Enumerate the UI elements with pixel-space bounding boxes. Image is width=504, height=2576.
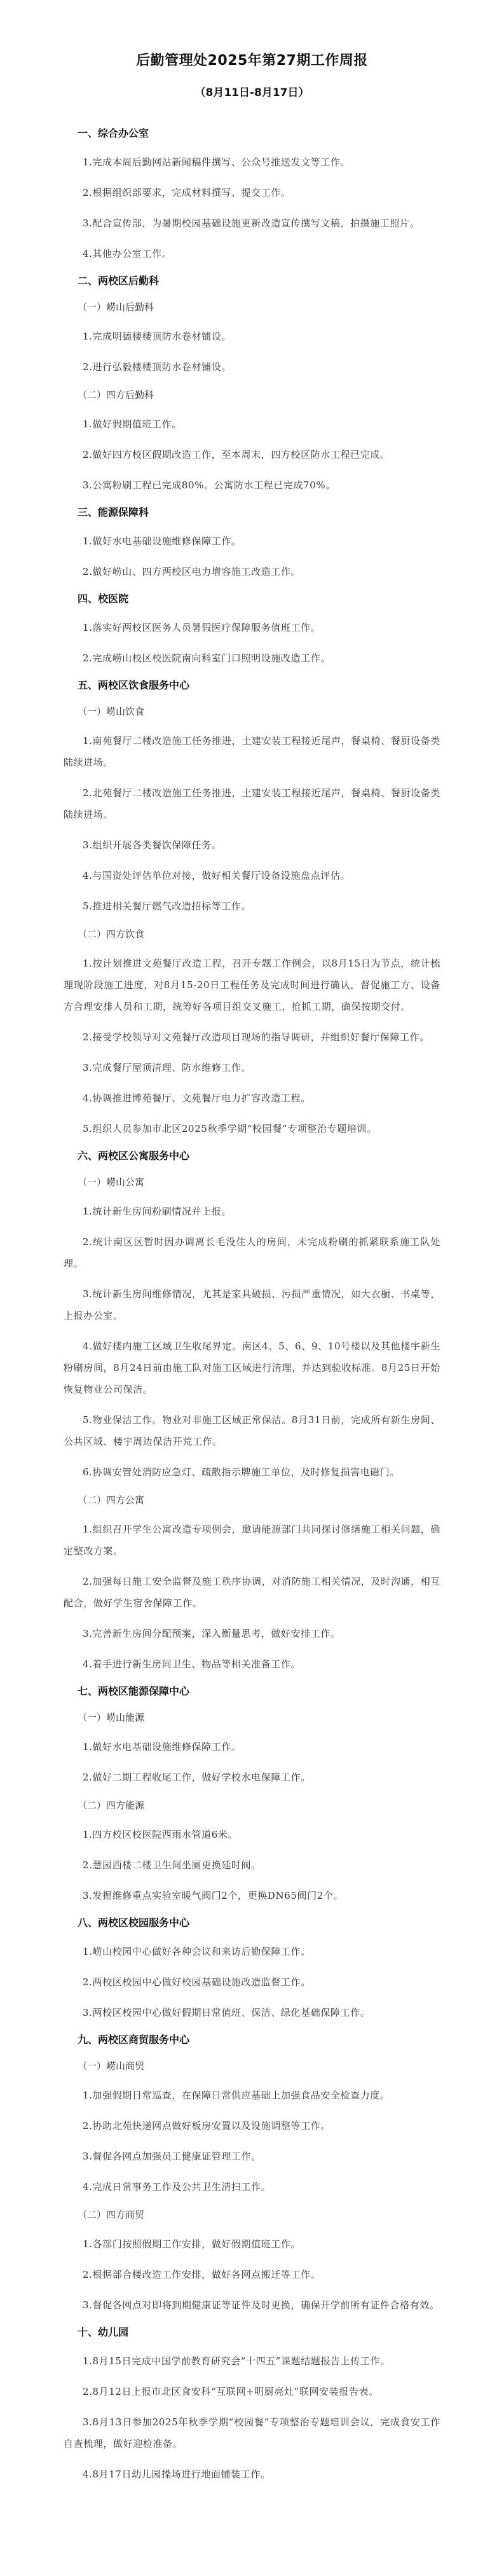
subsection-heading: （一）崂山能源 bbox=[78, 1712, 145, 1723]
section-block bbox=[64, 1492, 440, 1675]
work-item: 5.推进相关餐厅燃气改造招标等工作。 bbox=[83, 900, 252, 912]
work-item: 1.做好假期值班工作。 bbox=[83, 418, 182, 430]
work-item: 1.做好水电基础设施维修保障工作。 bbox=[83, 1741, 242, 1753]
report-title: 后勤管理处2025年第27期工作周报 bbox=[136, 53, 368, 69]
section-block bbox=[64, 2207, 440, 2316]
work-item: 3.公寓粉刷工程已完成80%。公寓防水工程已完成70%。 bbox=[83, 479, 336, 491]
work-item: 2.慧园西楼二楼卫生间坐厕更换延时阀。 bbox=[83, 1859, 261, 1871]
section-block bbox=[64, 2058, 440, 2198]
section-heading: 四、校医院 bbox=[78, 593, 129, 605]
subsection-heading: （一）崂山公寓 bbox=[78, 1176, 145, 1188]
subsection-heading: （二）四方饮食 bbox=[78, 928, 145, 940]
section-block bbox=[64, 530, 440, 582]
work-item: 3.督促各网点对即将到期健康证等证件及时更换，确保开学前所有证件合格有效。 bbox=[83, 2299, 440, 2311]
work-item: 2.北苑餐厅二楼改造施工任务推进，土建安装工程接近尾声，餐桌椅、餐厨设备类陆续进场。 bbox=[64, 787, 440, 820]
work-item: 1.8月15日完成中国学前教育研究会“十四五”课题结题报告上传工作。 bbox=[83, 2355, 390, 2367]
work-item: 4.完成日常事务工作及公共卫生清扫工作。 bbox=[83, 2181, 271, 2193]
section-block bbox=[64, 2350, 440, 2485]
section-block bbox=[64, 1797, 440, 1906]
work-item: 1.组织召开学生公寓改造专项例会，邀请能源部门共同探讨修缮施工相关问题，确定整改方案。 bbox=[64, 1524, 440, 1557]
work-item: 4.协调推进博苑餐厅、文苑餐厅电力扩容改造工程。 bbox=[83, 1092, 311, 1104]
report-content bbox=[64, 126, 440, 2485]
work-item: 1.统计新生房间粉刷情况并上报。 bbox=[83, 1206, 231, 1217]
report-section bbox=[64, 505, 440, 582]
work-item: 3.配合宣传部，为暑期校园基础设施更新改造宣传撰写文稿，拍摄施工照片。 bbox=[83, 217, 420, 229]
work-item: 4.与国资处评估单位对接，做好相关餐厅设备设施盘点评估。 bbox=[83, 870, 351, 881]
work-item: 2.做好崂山、四方两校区电力增容施工改造工作。 bbox=[83, 566, 301, 577]
section-heading: 二、两校区后勤科 bbox=[78, 275, 160, 287]
work-item: 1.按计划推进文苑餐厅改造工程，召开专题工作例会，以8月15日为节点，统计梳理现阶段施工进度，对8月15-20日工程任务及完成时间进行确认，督促施工方、设备方合理安排人员和工期，统筹好各项目组交叉施工，抢抓工期，确保按期交付。 bbox=[64, 958, 440, 1012]
work-item: 1.加强假期日常巡查，在保障日常供应基础上加强食品安全检查力度。 bbox=[83, 2090, 390, 2101]
work-item: 1.各部门按照假期工作安排，做好假期值班工作。 bbox=[83, 2238, 301, 2250]
section-heading: 三、能源保障科 bbox=[78, 506, 149, 518]
work-item: 1.完成本周后勤网站新闻稿件撰写、公众号推送发文等工作。 bbox=[83, 156, 351, 168]
report-section bbox=[64, 1915, 440, 2023]
work-item: 2.加强每日施工安全监督及施工秩序协调，对消防施工相关情况，及时沟通，相互配合，做好学生宿舍保障工作。 bbox=[64, 1576, 440, 1609]
section-block bbox=[64, 387, 440, 496]
work-item: 4.其他办公室工作。 bbox=[83, 248, 172, 259]
subsection-heading: （二）四方后勤科 bbox=[78, 389, 154, 401]
section-heading: 五、两校区饮食服务中心 bbox=[78, 679, 190, 691]
work-item: 2.8月12日上报市北区食安科“互联网+明厨亮灶”联网安装报告表。 bbox=[83, 2386, 379, 2397]
work-item: 2.根据组织部要求，完成材料撰写、提交工作。 bbox=[83, 187, 291, 198]
report-section bbox=[64, 1148, 440, 1675]
report-section bbox=[64, 1684, 440, 1906]
work-item: 2.做好二期工程收尾工作，做好学校水电保障工作。 bbox=[83, 1772, 311, 1783]
work-item: 5.物业保洁工作。物业对非施工区域正常保洁。8月31日前，完成所有新生房间、公共区域、楼宇周边保洁开荒工作。 bbox=[64, 1414, 440, 1447]
section-heading: 六、两校区公寓服务中心 bbox=[78, 1150, 190, 1162]
work-item: 4.8月17日幼儿园操场进行地面铺装工作。 bbox=[83, 2469, 271, 2480]
report-section bbox=[64, 591, 440, 669]
work-item: 4.着手进行新生房间卫生、物品等相关准备工作。 bbox=[83, 1658, 301, 1670]
section-block bbox=[64, 299, 440, 378]
work-item: 3.两校区校园中心做好假期日常值班、保洁、绿化基础保障工作。 bbox=[83, 2007, 371, 2018]
work-item: 4.做好楼内施工区域卫生收尾界定。南区4、5、6、9、10号楼以及其他楼宇新生粉刷房间，8月24日前由施工队对施工区域进行清理，并达到验收标准。8月25日开始恢复物业公司保洁。 bbox=[64, 1340, 440, 1395]
work-item: 2.做好四方校区假期改造工作，至本周末，四方校区防水工程已完成。 bbox=[83, 449, 390, 460]
work-item: 1.四方校区校医院西雨水管道6米。 bbox=[83, 1829, 238, 1840]
section-heading: 九、两校区商贸服务中心 bbox=[78, 2034, 190, 2046]
work-item: 3.督促各网点加强员工健康证管理工作。 bbox=[83, 2151, 261, 2162]
work-item: 1.崂山校园中心做好各种会议和来访后勤保障工作。 bbox=[83, 1946, 311, 1957]
report-section bbox=[64, 678, 440, 1140]
section-block bbox=[64, 151, 440, 265]
report-section bbox=[64, 273, 440, 496]
work-item: 2.进行弘毅楼楼顶防水卷材铺设。 bbox=[83, 361, 231, 373]
work-item: 6.协调安管处消防应急灯、疏散指示牌施工单位，及时修复损害电磁门。 bbox=[83, 1466, 400, 1478]
section-block bbox=[64, 617, 440, 669]
work-item: 3.统计新生房间维修情况，尤其是家具破损、污损严重情况，如大衣橱、书桌等，上报办公室。 bbox=[64, 1288, 440, 1321]
work-item: 2.完成崂山校区校医院南向科室门口照明设施改造工作。 bbox=[83, 652, 330, 664]
work-item: 3.完成餐厅屋顶清理、防水维修工作。 bbox=[83, 1062, 252, 1073]
section-block bbox=[64, 1941, 440, 2023]
work-item: 3.发掘维修重点实验室暖气阀门2个，更换DN65阀门2个。 bbox=[83, 1890, 344, 1901]
report-date-range: （8月11日-8月17日） bbox=[194, 86, 310, 99]
work-item: 2.统计南区区暂时因办调离长毛没住人的房间，未完成粉刷的抓紧联系施工队处理。 bbox=[64, 1236, 440, 1269]
work-item: 3.8月13日参加2025年秋季学期“校园餐”专项整治专题培训会议，完成食安工作自查梳理，做好迎检准备。 bbox=[64, 2416, 440, 2449]
report-section bbox=[64, 2032, 440, 2316]
work-item: 1.南苑餐厅二楼改造施工任务推进，土建安装工程接近尾声，餐桌椅、餐厨设备类陆续进场。 bbox=[64, 735, 440, 768]
section-heading: 八、两校区校园服务中心 bbox=[78, 1917, 190, 1929]
subsection-heading: （二）四方商贸 bbox=[78, 2209, 145, 2221]
subsection-heading: （一）崂山饮食 bbox=[78, 706, 145, 717]
work-item: 1.完成明德楼楼顶防水卷材铺设。 bbox=[83, 331, 231, 342]
work-item: 2.接受学校领导对文苑餐厅改造项目现场的指导调研，并组织好餐厅保障工作。 bbox=[83, 1031, 430, 1043]
section-block bbox=[64, 926, 440, 1140]
section-block bbox=[64, 1174, 440, 1483]
work-item: 1.落实好两校区医务人员暑假医疗保障服务值班工作。 bbox=[83, 622, 321, 633]
subsection-heading: （一）崂山后勤科 bbox=[78, 301, 154, 313]
work-item: 2.两校区校园中心做好校园基础设施改造监督工作。 bbox=[83, 1976, 311, 1988]
subsection-heading: （一）崂山商贸 bbox=[78, 2060, 145, 2072]
work-item: 2.根据部合楼改造工作安排，做好各网点搬迁等工作。 bbox=[83, 2269, 321, 2280]
work-item: 5.组织人员参加市北区2025秋季学期“校园餐”专项整治专题培训。 bbox=[83, 1123, 377, 1134]
section-heading: 一、综合办公室 bbox=[78, 127, 149, 139]
subsection-heading: （二）四方能源 bbox=[78, 1800, 145, 1811]
work-item: 1.做好水电基础设施维修保障工作。 bbox=[83, 535, 242, 547]
section-block bbox=[64, 1709, 440, 1788]
work-item: 3.组织开展各类餐饮保障任务。 bbox=[83, 839, 222, 851]
work-item: 3.完善新生房间分配预案，深入衡量思考，做好安排工作。 bbox=[83, 1628, 341, 1639]
report-section bbox=[64, 126, 440, 265]
work-item: 2.协助北苑快递网点做好板房安置以及设施调整等工作。 bbox=[83, 2120, 330, 2132]
subsection-heading: （二）四方公寓 bbox=[78, 1494, 145, 1506]
section-heading: 七、两校区能源保障中心 bbox=[78, 1685, 190, 1697]
section-block bbox=[64, 703, 440, 917]
report-section bbox=[64, 2325, 440, 2485]
section-heading: 十、幼儿园 bbox=[78, 2326, 129, 2338]
